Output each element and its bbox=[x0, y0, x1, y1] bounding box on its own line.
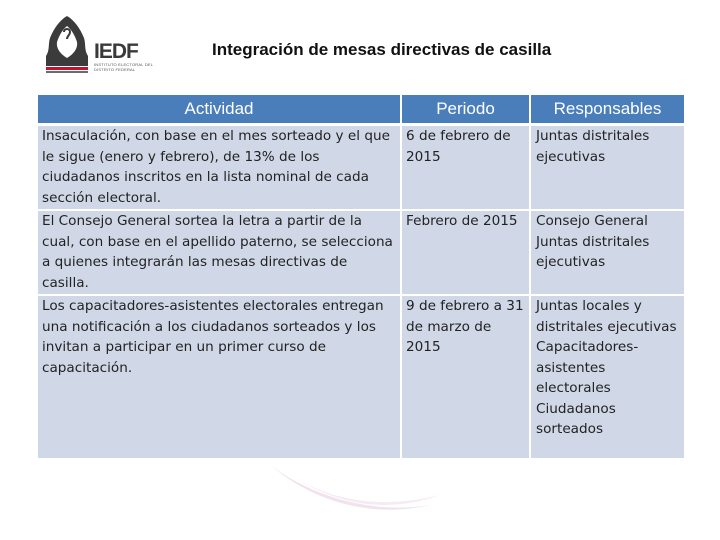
table-row bbox=[38, 210, 684, 295]
cell-responsables: Juntas distritales ejecutivas bbox=[530, 125, 684, 211]
cell-responsables: Consejo General Juntas distritales ejecutivas bbox=[530, 210, 684, 295]
iedf-logo bbox=[42, 12, 152, 78]
table-row bbox=[38, 125, 684, 211]
cell-actividad: El Consejo General sortea la letra a partir de la cual, con base en el apellido paterno, se selecciona a quienes integrarán las mesas directivas de casilla. bbox=[38, 210, 401, 295]
decorative-swoosh bbox=[250, 455, 450, 525]
page-title: Integración de mesas directivas de casilla bbox=[212, 40, 552, 59]
table-header-row bbox=[38, 95, 684, 125]
column-header-responsables: Responsables bbox=[530, 95, 684, 125]
logo-text: IEDF bbox=[94, 40, 138, 63]
column-header-periodo: Periodo bbox=[401, 95, 530, 125]
logo-subtext: INSTITUTO ELECTORAL DEL DISTRITO FEDERAL bbox=[94, 62, 154, 72]
iedf-emblem-icon bbox=[42, 12, 92, 78]
activities-table bbox=[38, 95, 684, 460]
cell-actividad: Los capacitadores-asistentes electorales entregan una notificación a los ciudadanos sorteados y los invitan a participar en un primer curso de capacitación. bbox=[38, 295, 401, 459]
cell-responsables: Juntas locales y distritales ejecutivas Capacitadores-asistentes electorales Ciudadanos sorteados bbox=[530, 295, 684, 459]
cell-periodo: Febrero de 2015 bbox=[401, 210, 530, 295]
table-row bbox=[38, 295, 684, 459]
column-header-actividad: Actividad bbox=[38, 95, 401, 125]
cell-actividad: Insaculación, con base en el mes sorteado y el que le sigue (enero y febrero), de 13% de los ciudadanos inscritos en la lista nominal de cada sección electoral. bbox=[38, 125, 401, 211]
cell-periodo: 9 de febrero a 31 de marzo de 2015 bbox=[401, 295, 530, 459]
cell-periodo: 6 de febrero de 2015 bbox=[401, 125, 530, 211]
